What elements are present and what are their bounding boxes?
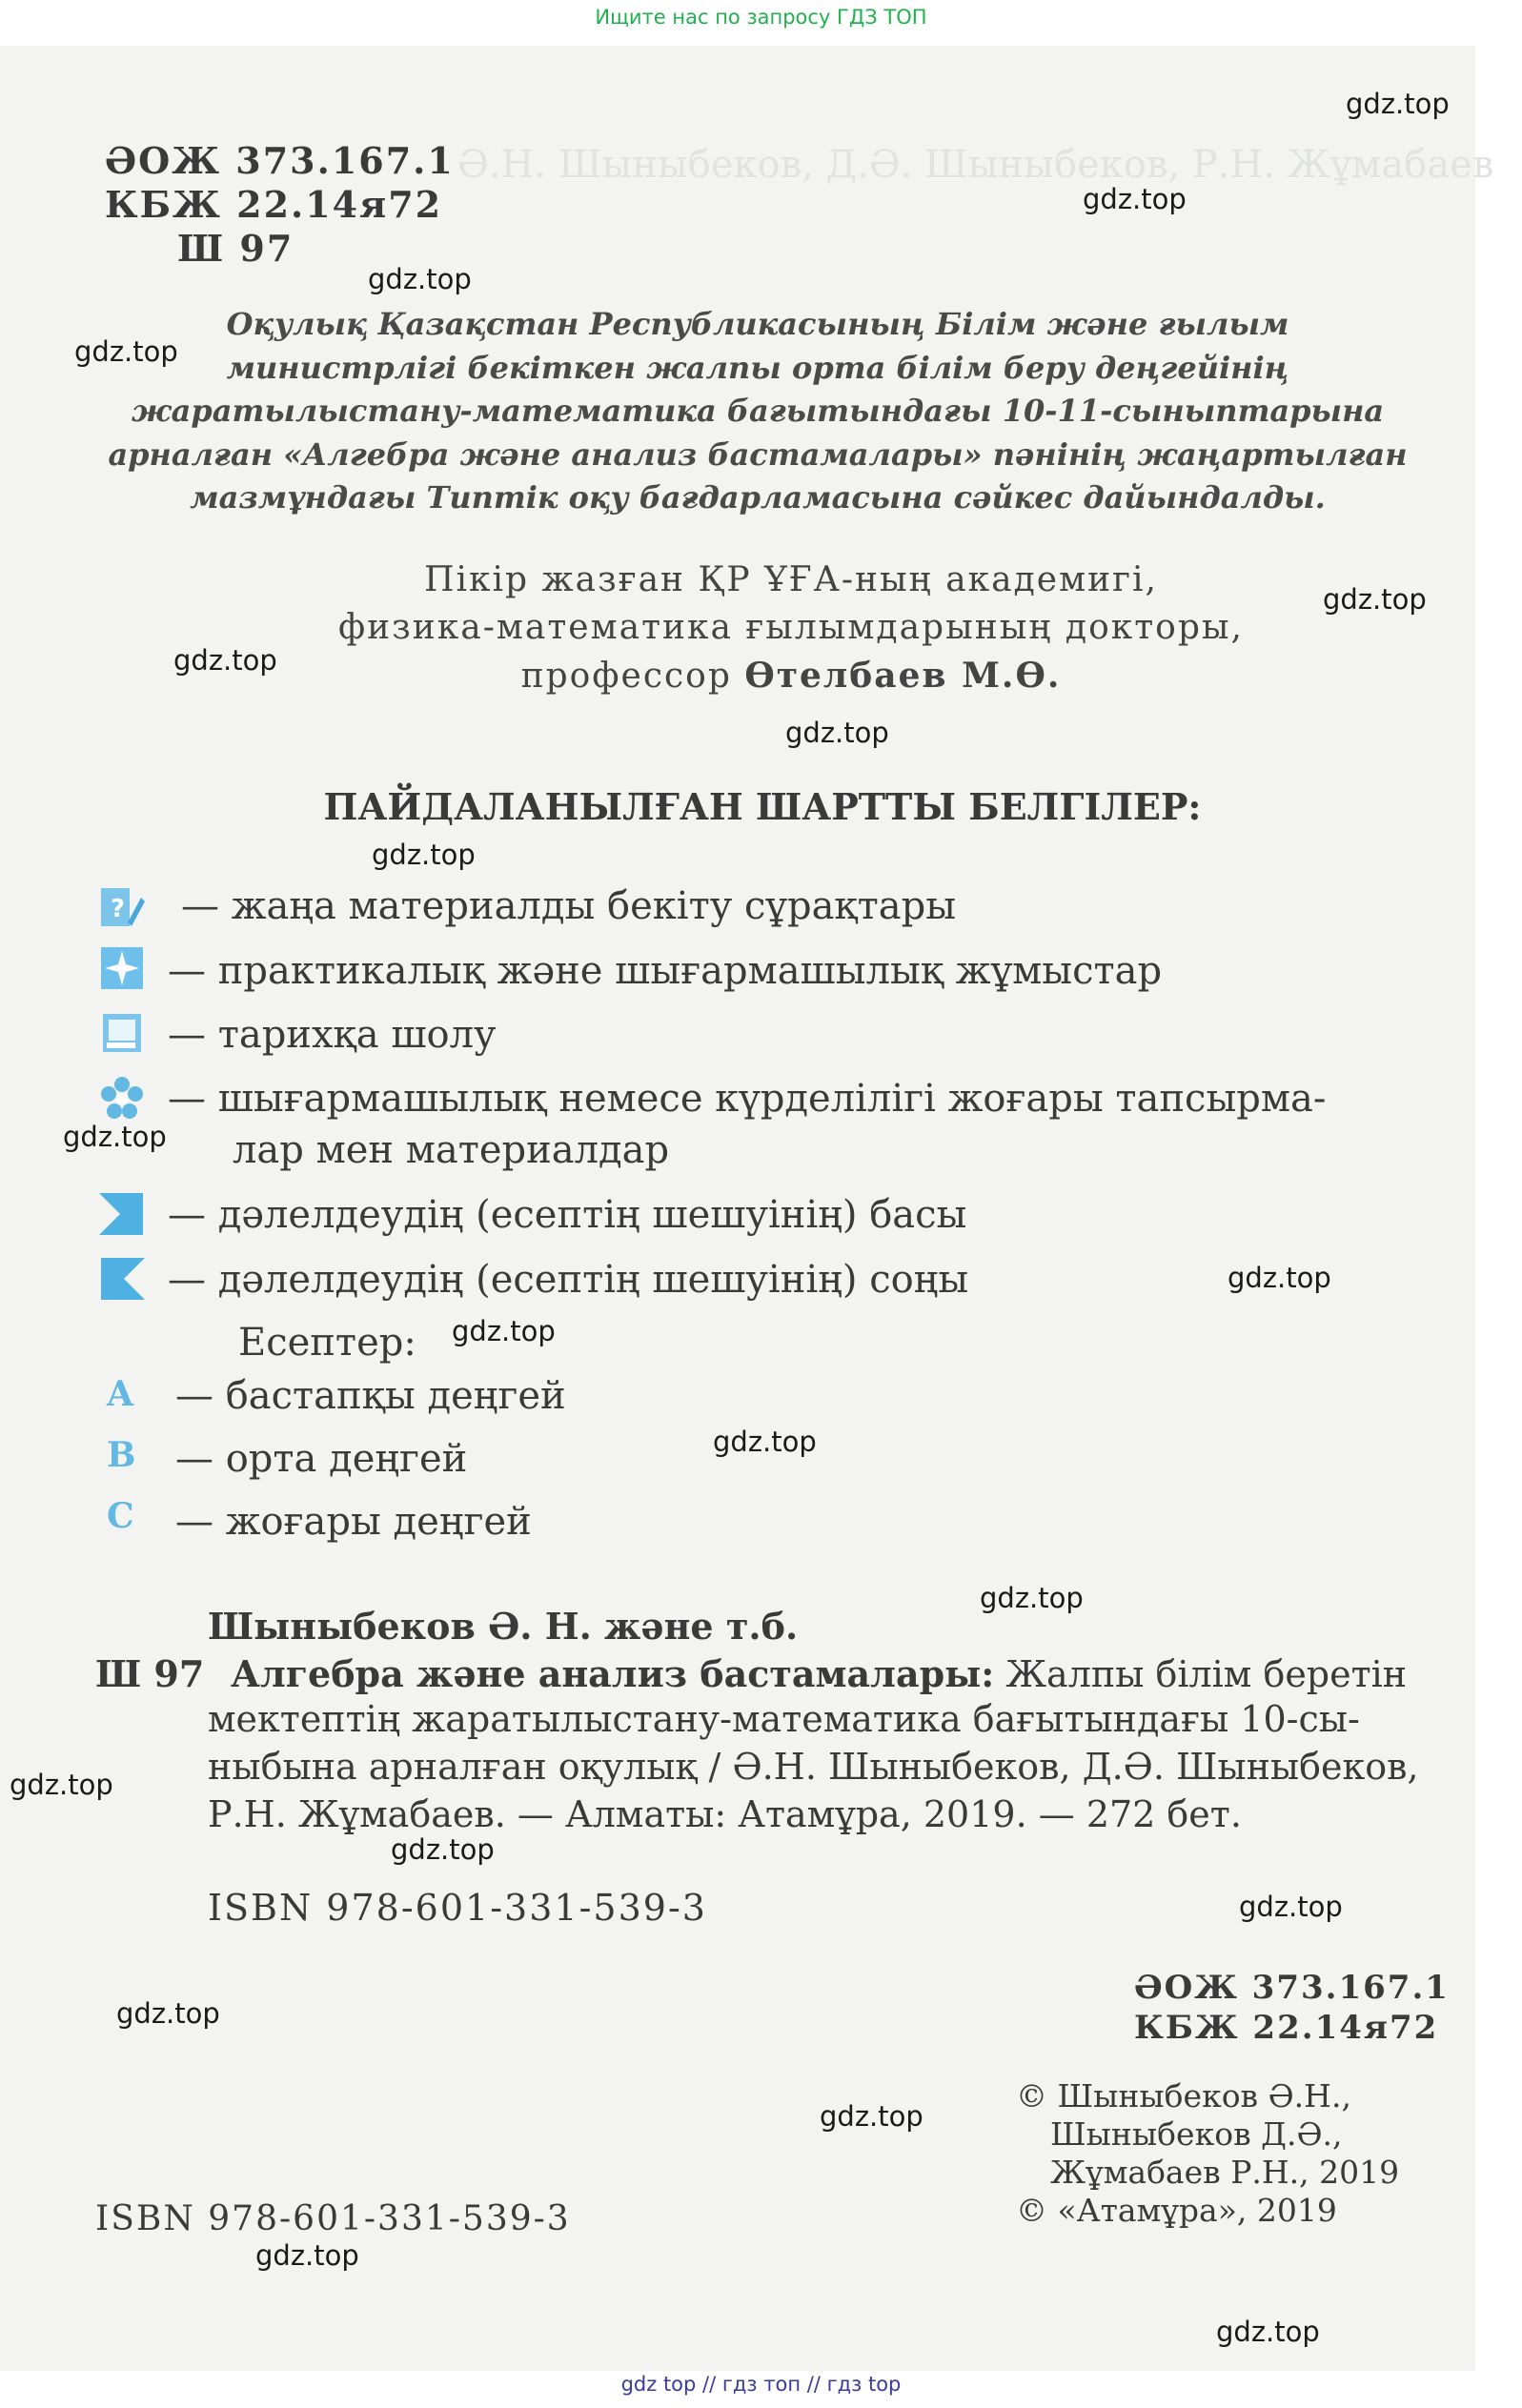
legend-item: — тарихқа шолу <box>168 1013 497 1057</box>
legend-item: — дәлелдеудің (есептің шешуінің) басы <box>168 1193 967 1237</box>
watermark: gdz.top <box>1323 583 1427 616</box>
udc-code-right: ӘОЖ 373.167.1 <box>1134 1969 1450 2007</box>
watermark: gdz.top <box>116 1997 220 2030</box>
watermark: gdz.top <box>372 839 476 871</box>
author-sign: Ш 97 <box>177 227 294 270</box>
level-letter-a: A <box>107 1374 133 1414</box>
bib-line: мектептің жаратылыстану-математика бағытындағы 10-сы- <box>208 1698 1360 1740</box>
bottom-links[interactable]: gdz top // гдз топ // гдз top <box>620 2373 902 2396</box>
watermark: gdz.top <box>173 644 277 677</box>
legend-item: — шығармашылық немесе күрделілігі жоғары тапсырма- <box>168 1077 1327 1121</box>
watermark: gdz.top <box>785 717 889 749</box>
watermark: gdz.top <box>63 1121 167 1153</box>
watermark: gdz.top <box>1239 1891 1343 1923</box>
watermark: gdz.top <box>255 2239 359 2272</box>
reviewer-block: Пікір жазған ҚР ҰҒА-ның академигі, физика-математика ғылымдарының докторы, профессор Өтелбаев М.Ө. <box>338 560 1244 696</box>
legend-item-continuation: лар мен материалдар <box>233 1128 670 1172</box>
bib-line: Р.Н. Жұмабаев. — Алматы: Атамұра, 2019. — 272 бет. <box>208 1793 1242 1835</box>
watermark: gdz.top <box>10 1769 113 1801</box>
udc-code: ӘОЖ 373.167.1 <box>105 139 455 182</box>
watermark: gdz.top <box>1083 183 1187 215</box>
copyright-line: © Шыныбеков Ә.Н., <box>1016 2077 1351 2115</box>
watermark: gdz.top <box>452 1315 556 1347</box>
watermark: gdz.top <box>1228 1262 1331 1294</box>
tasks-label: Есептер: <box>238 1321 416 1365</box>
symbols-heading: ПАЙДАЛАНЫЛҒАН ШАРТТЫ БЕЛГІЛЕР: <box>323 785 1202 828</box>
reviewer-name: Өтелбаев М.Ө. <box>744 656 1062 696</box>
level-letter-b: B <box>107 1435 136 1475</box>
watermark: gdz.top <box>820 2100 923 2133</box>
scroll-icon <box>99 1010 145 1056</box>
watermark: gdz.top <box>391 1833 495 1866</box>
approval-text: Оқулық Қазақстан Республикасының Білім және ғылым министрлігі бекіткен жалпы орта білім беру деңгейінің жаратылыстану-математика бағытындағы 10-11-сыныптарына арналған «Алгебра және анализ бастамалары» пәнінің жаңартылған мазмұндағы Типтік оқу бағдарламасына сәйкес дайындалды. <box>108 306 1408 516</box>
bleed-through-text: Ә.Н. Шыныбеков, Д.Ә. Шыныбеков, Р.Н. Жұмабаев <box>457 143 1494 187</box>
watermark: gdz.top <box>74 335 178 368</box>
watermark: gdz.top <box>713 1426 817 1458</box>
bib-title-line: Алгебра және анализ бастамалары: Жалпы білім беретін <box>231 1652 1408 1695</box>
proof-end-icon <box>99 1256 145 1302</box>
legend-item: — жаңа материалды бекіту сұрақтары <box>181 884 957 928</box>
copyright-line: Шыныбеков Д.Ә., <box>1050 2115 1343 2153</box>
bib-line: ныбына арналған оқулық / Ә.Н. Шыныбеков, Д.Ә. Шыныбеков, <box>208 1746 1419 1788</box>
star-square-icon <box>99 945 145 991</box>
watermark: gdz.top <box>1216 2316 1320 2348</box>
level-text: — жоғары деңгей <box>175 1500 532 1544</box>
level-letter-c: C <box>107 1496 134 1536</box>
watermark: gdz.top <box>1346 88 1450 120</box>
bbk-code-right: КБЖ 22.14я72 <box>1134 2009 1439 2047</box>
legend-item: — дәлелдеудің (есептің шешуінің) соңы <box>168 1258 969 1302</box>
bib-authors: Шыныбеков Ә. Н. және т.б. <box>208 1605 799 1648</box>
level-text: — орта деңгей <box>175 1437 468 1481</box>
flower-icon <box>99 1075 145 1121</box>
isbn-bottom: ISBN 978-601-331-539-3 <box>95 2199 571 2238</box>
svg-text:?: ? <box>111 895 126 923</box>
watermark: gdz.top <box>368 263 472 295</box>
watermark: gdz.top <box>980 1582 1084 1614</box>
proof-start-icon <box>99 1191 145 1237</box>
level-text: — бастапқы деңгей <box>175 1374 566 1418</box>
copyright-line: Жұмабаев Р.Н., 2019 <box>1050 2154 1400 2191</box>
copyright-line: © «Атамұра», 2019 <box>1016 2192 1337 2229</box>
search-banner[interactable]: Ищите нас по запросу ГДЗ ТОП <box>595 6 927 29</box>
bib-isbn: ISBN 978-601-331-539-3 <box>208 1887 707 1929</box>
bib-code: Ш 97 <box>95 1652 205 1695</box>
bbk-code: КБЖ 22.14я72 <box>105 183 443 226</box>
legend-item: — практикалық және шығармашылық жұмыстар <box>168 949 1163 993</box>
question-pencil-icon <box>99 884 145 930</box>
